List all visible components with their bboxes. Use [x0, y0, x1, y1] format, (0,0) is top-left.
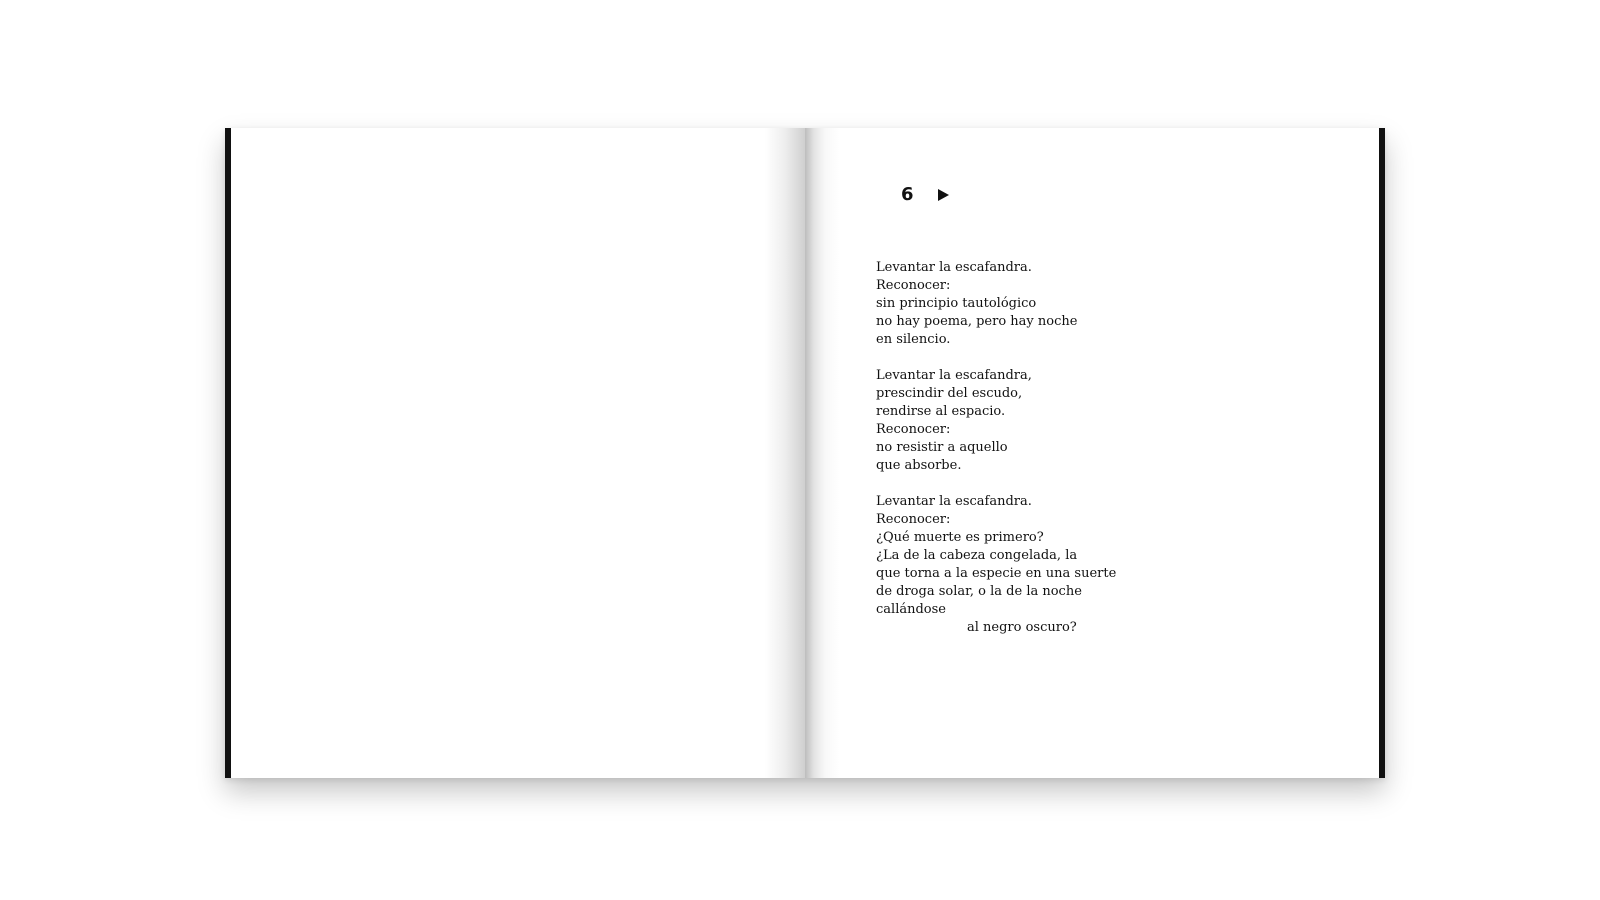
- poem-line: no resistir a aquello: [876, 440, 1008, 455]
- page-header: [901, 183, 949, 207]
- stanza-1: [876, 259, 1276, 349]
- stanza-2: [876, 367, 1276, 475]
- poem-line: Reconocer:: [876, 512, 951, 527]
- poem-line: Levantar la escafandra.: [876, 494, 1032, 509]
- poem-line-indented: al negro oscuro?: [967, 620, 1077, 635]
- poem-line: que absorbe.: [876, 458, 962, 473]
- poem-line: Levantar la escafandra.: [876, 260, 1032, 275]
- right-page: [805, 128, 1385, 778]
- poem-line: rendirse al espacio.: [876, 404, 1006, 419]
- poem-line: ¿La de la cabeza congelada, la: [876, 548, 1078, 563]
- play-triangle-icon: [938, 189, 949, 201]
- poem-line: Levantar la escafandra,: [876, 368, 1032, 383]
- left-page: [225, 128, 805, 778]
- poem-line: sin principio tautológico: [876, 296, 1037, 311]
- page-number: 6: [901, 184, 914, 205]
- poem-line: ¿Qué muerte es primero?: [876, 530, 1044, 545]
- poem-line: callándose: [876, 602, 946, 617]
- poem-line: no hay poema, pero hay noche: [876, 314, 1078, 329]
- poem-line: en silencio.: [876, 332, 951, 347]
- poem: [876, 259, 1276, 655]
- stanza-3: [876, 493, 1276, 637]
- book-spread: [225, 128, 1385, 778]
- poem-line: prescindir del escudo,: [876, 386, 1023, 401]
- poem-line: Reconocer:: [876, 278, 951, 293]
- poem-line: Reconocer:: [876, 422, 951, 437]
- poem-line: que torna a la especie en una suerte: [876, 566, 1117, 581]
- poem-line: de droga solar, o la de la noche: [876, 584, 1082, 599]
